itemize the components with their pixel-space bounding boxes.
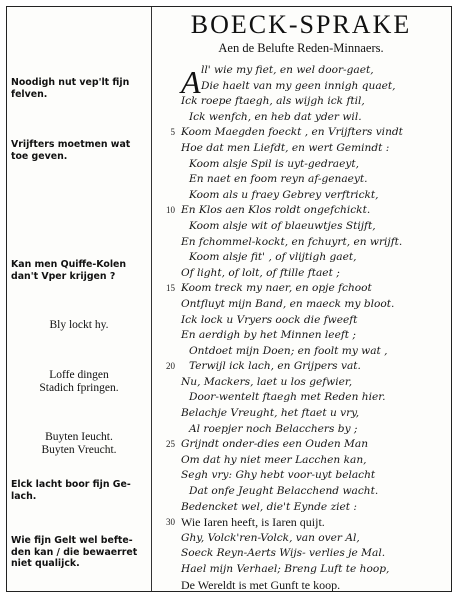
margin-note [11, 479, 147, 502]
poem-line [157, 79, 449, 95]
margin-note-line: Bly lockt hy. [49, 319, 109, 331]
poem-line [157, 359, 449, 375]
poem-line [157, 453, 449, 469]
margin-note [11, 535, 147, 570]
line-text: Koom alsje wit of blaeuwtjes Stijft, [189, 219, 376, 232]
poem-line [157, 562, 449, 578]
margin-note-line: Buyten Vreucht. [41, 444, 117, 456]
line-number: 20 [166, 361, 175, 372]
line-text: Grijndt onder-dies een Ouden Man [181, 438, 369, 451]
line-text: Hael mijn Verhael; Breng Luft te hoop, [181, 563, 390, 575]
margin-note-line: lach. [11, 490, 37, 502]
line-text: En Klos aen Klos roldt ongefchickt. [181, 204, 371, 217]
line-number: 5 [170, 127, 175, 138]
poem-line [157, 531, 449, 547]
line-text: Die haelt van my geen innigh quaet, [201, 79, 396, 92]
poem-line [157, 235, 449, 251]
line-text: Ick lock u Vryers oock die fweeft [181, 313, 358, 326]
margin-note [11, 77, 147, 100]
poem-line [157, 437, 449, 453]
line-text: En aerdigh by het Minnen leeft ; [181, 329, 356, 342]
poem-line [157, 515, 449, 531]
line-text: Ontfluyt mijn Band, en maeck my bloot. [181, 297, 395, 310]
line-text: Segh vry: Ghy hebt voor-uyt belacht [181, 469, 376, 482]
line-text: Of light, of lolt, of ftille ftaet ; [181, 266, 340, 279]
poem-line [157, 172, 449, 188]
margin-note-line: Loffe dingen [49, 369, 109, 381]
margin-note-line: Buyten Ieucht. [45, 431, 113, 443]
line-text: Belachje Vreught, het ftaet u vry, [181, 407, 360, 420]
poem-line [157, 313, 449, 329]
poem-line [157, 125, 449, 141]
margin-note [11, 319, 147, 332]
poem-line [157, 546, 449, 562]
margin-note-line: Wie fijn Gelt wel befte- [11, 535, 133, 546]
line-text: Koom als u fraey Gebrey verftrickt, [189, 188, 379, 201]
poem-line [157, 110, 449, 126]
poem-line [157, 203, 449, 219]
line-text: Ghy, Volck'ren-Volck, van over Al, [181, 531, 360, 544]
line-text: Ick wenfch, en heb dat yder wil. [189, 110, 362, 123]
line-number: 25 [166, 439, 175, 450]
poem-line [157, 250, 449, 266]
line-text: Wie Iaren heeft, is Iaren quijt. [181, 515, 325, 530]
margin-note-line: dan't Vper krijgen ? [11, 270, 116, 282]
drop-cap: A [181, 64, 201, 100]
margin-note-line: niet qualijck. [11, 558, 80, 569]
page-subtitle: Aen de Belufte Reden-Minnaers. [218, 41, 384, 55]
margin-note-line: toe geven. [11, 150, 68, 162]
poem-line [157, 406, 449, 422]
poem-line [157, 141, 449, 157]
margin-note-line: den kan / die bewaerret [11, 546, 138, 558]
margin-note-line: Kan men Quiffe-Kolen [11, 259, 127, 270]
poem-line [157, 188, 449, 204]
line-text: Koom alsje fit' , of vlijtigh gaet, [189, 251, 357, 264]
line-text: Door-wentelt ftaegh met Reden hier. [189, 391, 386, 404]
poem-line [157, 281, 449, 297]
margin-note [11, 139, 147, 162]
margin-note-line: Noodigh nut vep'lt fijn [11, 77, 130, 88]
line-number: 30 [166, 517, 175, 528]
margin-note [11, 431, 147, 457]
poem-line [157, 63, 449, 79]
poem-line [157, 500, 449, 516]
poem-line [157, 344, 449, 360]
line-text: Ick roepe ftaegh, als wijgh ick ftil, [181, 95, 365, 108]
margin-note-line: Vrijfters moetmen wat [11, 139, 131, 150]
line-text: De Wereldt is met Gunft te koop. [181, 577, 341, 592]
column-divider [151, 7, 152, 591]
page-title: BOECK-SPRAKE [190, 10, 412, 39]
poem-line [157, 375, 449, 391]
line-text: Soeck Reyn-Aerts Wijs- verlies je Mal. [181, 547, 386, 560]
line-text: Koom treck my naer, en opje fchoot [181, 282, 372, 295]
book-page [6, 6, 452, 592]
margin-note-line: Elck lacht boor fijn Ge- [11, 479, 131, 490]
line-text: Al roepjer noch Belacchers by ; [189, 422, 358, 435]
line-text: Ontdoet mijn Doen; en foolt my wat , [189, 344, 388, 357]
poem-line [157, 484, 449, 500]
poem-line [157, 468, 449, 484]
poem-line [157, 266, 449, 282]
poem-line [157, 328, 449, 344]
line-number: 15 [166, 283, 175, 294]
line-text: En naet en foom reyn af-genaeyt. [189, 173, 368, 186]
title-block [157, 11, 445, 56]
margin-note [11, 259, 147, 282]
line-text: Koom Maegden foeckt , en Vrijfters vindt [181, 126, 403, 139]
line-text: Nu, Mackers, laet u los gefwier, [181, 375, 353, 388]
poem-line [157, 578, 449, 592]
poem-line [157, 219, 449, 235]
line-text: Koom alsje Spil is uyt-gedraeyt, [189, 157, 359, 170]
line-text: Terwijl ick lach, en Grijpers vat. [189, 360, 361, 373]
margin-note-line: Stadich fpringen. [39, 382, 119, 394]
margin-note [11, 369, 147, 395]
line-text: ll' wie my fiet, en wel door-gaet, [201, 64, 374, 76]
line-text: Dat onfe Jeught Belacchend wacht. [189, 485, 379, 498]
line-text: Hoe dat men Liefdt, en wert Gemindt : [181, 141, 390, 154]
line-text: Om dat hy niet meer Lacchen kan, [181, 453, 367, 466]
poem [157, 63, 449, 592]
poem-line [157, 390, 449, 406]
line-number: 10 [166, 205, 175, 216]
poem-line [157, 157, 449, 173]
line-text: Bedencket wel, die't Eynde ziet : [181, 500, 358, 513]
poem-line [157, 297, 449, 313]
margin-note-line: felven. [11, 88, 48, 100]
poem-line [157, 94, 449, 110]
poem-line [157, 422, 449, 438]
line-text: En fchommel-kockt, en fchuyrt, en wrijft. [181, 235, 403, 248]
